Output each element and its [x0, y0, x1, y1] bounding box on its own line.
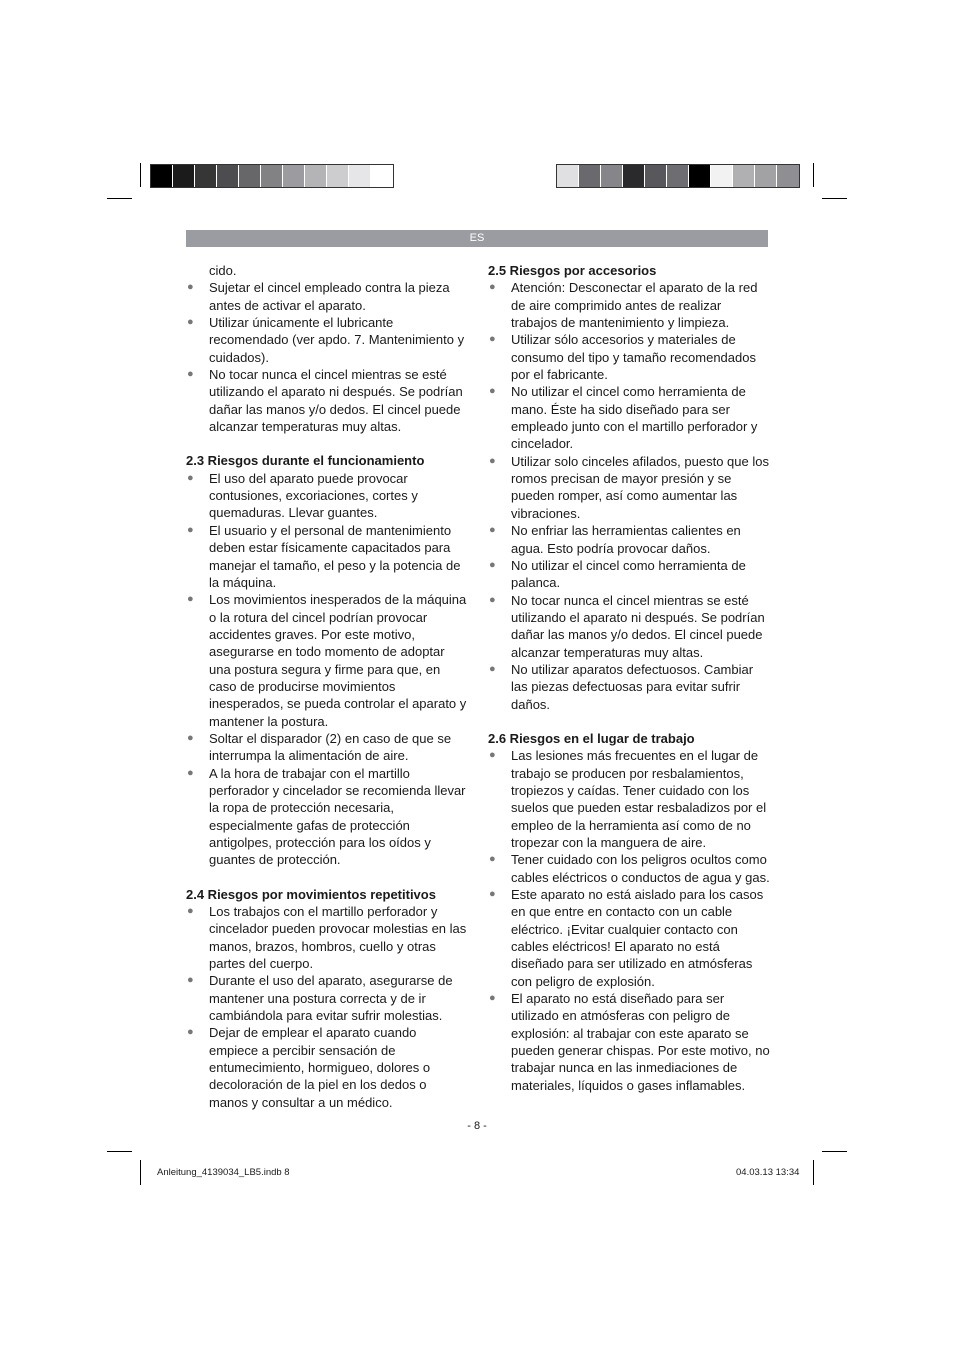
color-swatch	[733, 165, 755, 187]
color-swatch	[283, 165, 305, 187]
color-swatch	[239, 165, 261, 187]
crop-mark	[813, 163, 814, 187]
color-swatch	[173, 165, 195, 187]
list-item-text: El usuario y el personal de mantenimiento deben estar físicamente capacitados para manejar el tamaño, el peso y la potencia de la máquina.	[209, 522, 461, 590]
bullet-icon: ●	[187, 905, 194, 918]
list-item-text: No tocar nunca el cincel mientras se esté utilizando el aparato ni después. Se podrían dañar las manos y/o dedos. El cincel puede alcanzar temperaturas muy altas.	[511, 592, 765, 660]
list-item	[488, 990, 770, 1094]
crop-mark	[107, 198, 132, 199]
list-item	[186, 366, 468, 435]
list-item	[488, 279, 770, 331]
list-item	[488, 661, 770, 713]
bullet-icon: ●	[489, 333, 496, 346]
section-2-6-list	[488, 747, 770, 1094]
color-swatch	[667, 165, 689, 187]
color-swatch	[349, 165, 371, 187]
footer-filename: Anleitung_4139034_LB5.indb 8	[157, 1167, 290, 1178]
bullet-icon: ●	[187, 731, 194, 744]
color-swatch	[195, 165, 217, 187]
right-column	[488, 262, 770, 1094]
list-item	[186, 1024, 468, 1111]
bullet-icon: ●	[489, 888, 496, 901]
crop-mark	[813, 1160, 814, 1185]
list-item-text: No utilizar aparatos defectuosos. Cambiar las piezas defectuosas para evitar sufrir daños.	[511, 661, 754, 712]
left-column	[186, 262, 468, 1111]
list-item-text: Soltar el disparador (2) en caso de que se interrumpa la alimentación de aire.	[209, 730, 452, 764]
color-bar-left	[150, 164, 394, 188]
list-item	[186, 279, 468, 314]
list-item-text: Utilizar únicamente el lubricante recomendado (ver apdo. 7. Mantenimiento y cuidados).	[209, 315, 465, 365]
list-item	[186, 314, 468, 366]
list-item-text: Este aparato no está aislado para los casos en que entre en contacto con un cable eléctrico. ¡Evitar cualquier contacto con cables eléctricos! El aparato no está diseñado para ser utilizado en atmósferas con peligro de explosión.	[511, 887, 764, 989]
section-heading: 2.6 Riesgos en el lugar de trabajo	[488, 730, 695, 746]
list-item-text: Los trabajos con el martillo perforador y cincelador pueden provocar molestias en las manos, brazos, hombros, cuello y otras partes del cuerpo.	[209, 904, 467, 972]
bullet-icon: ●	[489, 558, 496, 571]
list-item	[488, 747, 770, 851]
list-item-text: El uso del aparato puede provocar contusiones, excoriaciones, cortes y quemaduras. Llevar guantes.	[209, 470, 418, 521]
crop-mark	[140, 1160, 141, 1185]
list-item-text: No utilizar el cincel como herramienta de mano. Éste ha sido diseñado para ser empleado junto con el martillo perforador y cincelador.	[511, 384, 758, 452]
list-item-text: Utilizar sólo accesorios y materiales de consumo del tipo y tamaño recomendados por el fabricante.	[511, 332, 756, 383]
bullet-icon: ●	[489, 593, 496, 606]
color-swatch	[579, 165, 601, 187]
list-item	[488, 851, 770, 886]
bullet-icon: ●	[187, 368, 194, 381]
color-swatch	[711, 165, 733, 187]
list-item-text: Durante el uso del aparato, asegurarse de mantener una postura correcta y de ir cambiándola para evitar sufrir molestias.	[209, 973, 453, 1024]
list-item	[186, 522, 468, 591]
list-item	[488, 331, 770, 383]
list-item-text: Tener cuidado con los peligros ocultos como cables eléctricos o conductos de agua y gas.	[511, 852, 770, 885]
color-swatch	[217, 165, 239, 187]
bullet-icon: ●	[489, 524, 496, 537]
crop-mark	[822, 198, 847, 199]
bullet-icon: ●	[187, 593, 194, 606]
list-item-text: Las lesiones más frecuentes en el lugar de trabajo se producen por resbalamientos, tropiezos y caídas. Tener cuidado con los suelos que pueden estar resbaladizos por el empleo de la herramienta así como de no tropezar con la manguera de aire.	[511, 748, 767, 850]
bullet-icon: ●	[489, 749, 496, 762]
crop-mark	[107, 1151, 132, 1152]
color-swatch	[645, 165, 667, 187]
bullet-icon: ●	[187, 523, 194, 536]
color-swatch	[623, 165, 645, 187]
list-item-text: Utilizar solo cinceles afilados, puesto que los romos precisan de mayor presión y se pueden romper, así como aumentar las vibraciones.	[511, 453, 769, 521]
list-item	[488, 453, 770, 522]
bullet-icon: ●	[489, 454, 496, 467]
bullet-icon: ●	[489, 992, 496, 1005]
list-item	[186, 972, 468, 1024]
language-label: ES	[469, 232, 485, 244]
page-number: - 8 -	[467, 1120, 487, 1132]
list-item-text: No tocar nunca el cincel mientras se esté utilizando el aparato ni después. Se podrían dañar las manos y/o dedos. El cincel puede alcanzar temperaturas muy altas.	[209, 367, 463, 435]
color-swatch	[305, 165, 327, 187]
bullet-icon: ●	[187, 471, 194, 484]
bullet-icon: ●	[187, 316, 194, 329]
section-heading: 2.4 Riesgos por movimientos repetitivos	[186, 886, 436, 902]
bullet-icon: ●	[489, 662, 496, 675]
bullet-icon: ●	[187, 974, 194, 987]
intro-bullet-list	[186, 279, 468, 435]
crop-mark	[822, 1151, 847, 1152]
list-item-text: No enfriar las herramientas calientes en agua. Esto podría provocar daños.	[511, 523, 741, 556]
list-item	[186, 765, 468, 869]
color-swatch	[557, 165, 579, 187]
list-item	[186, 730, 468, 765]
list-item	[488, 383, 770, 452]
list-item	[186, 470, 468, 522]
bullet-icon: ●	[187, 766, 194, 779]
continuation-text: cido.	[209, 263, 237, 278]
color-swatch	[261, 165, 283, 187]
list-item-text: Sujetar el cincel empleado contra la pieza antes de activar el aparato.	[209, 280, 450, 313]
list-item-text: A la hora de trabajar con el martillo perforador y cincelador se recomienda llevar la ropa de protección necesaria, especialmente gafas de protección antigolpes, protección para los oídos y guantes de protección.	[209, 765, 466, 868]
bullet-icon: ●	[489, 281, 496, 294]
bullet-icon: ●	[187, 1026, 194, 1039]
list-item-text: No utilizar el cincel como herramienta de palanca.	[511, 557, 746, 591]
crop-mark	[140, 163, 141, 187]
color-swatch	[327, 165, 349, 187]
list-item-text: Dejar de emplear el aparato cuando empiece a percibir sensación de entumecimiento, hormigueo, dolores o decoloración de la piel en los dedos o manos y consultar a un médico.	[209, 1025, 431, 1110]
color-swatch	[601, 165, 623, 187]
section-2-5-list	[488, 279, 770, 713]
list-item-text: Atención: Desconectar el aparato de la red de aire comprimido antes de realizar trabajos de mantenimiento y limpieza.	[511, 280, 758, 331]
footer-timestamp: 04.03.13 13:34	[736, 1167, 800, 1178]
list-item-text: Los movimientos inesperados de la máquina o la rotura del cincel podrían provocar accidentes graves. Por este motivo, asegurarse en todo momento de adoptar una postura segura y firme para que, en caso de producirse movimientos inesperados, se pueda controlar el aparato y mantener la postura.	[209, 592, 467, 729]
bullet-icon: ●	[187, 281, 194, 294]
section-2-4-list	[186, 903, 468, 1111]
color-bar-right	[556, 164, 800, 188]
color-swatch	[689, 165, 711, 187]
list-item	[186, 903, 468, 972]
list-item	[488, 592, 770, 661]
bullet-icon: ●	[489, 853, 496, 866]
language-band	[186, 230, 768, 247]
list-item	[488, 886, 770, 990]
section-heading: 2.3 Riesgos durante el funcionamiento	[186, 453, 425, 469]
color-swatch	[777, 165, 799, 187]
color-swatch	[371, 165, 393, 187]
list-item	[186, 591, 468, 730]
color-swatch	[755, 165, 777, 187]
list-item	[488, 557, 770, 592]
list-item-text: El aparato no está diseñado para ser utilizado en atmósferas con peligro de explosión: al trabajar con este aparato se pueden generar chispas. Por este motivo, no trabajar nunca en las inmediaciones de materiales, líquidos o gases inflamables.	[511, 991, 770, 1093]
section-heading: 2.5 Riesgos por accesorios	[488, 263, 657, 278]
bullet-icon: ●	[489, 385, 496, 398]
color-swatch	[151, 165, 173, 187]
list-item	[488, 522, 770, 557]
section-2-3-list	[186, 470, 468, 869]
